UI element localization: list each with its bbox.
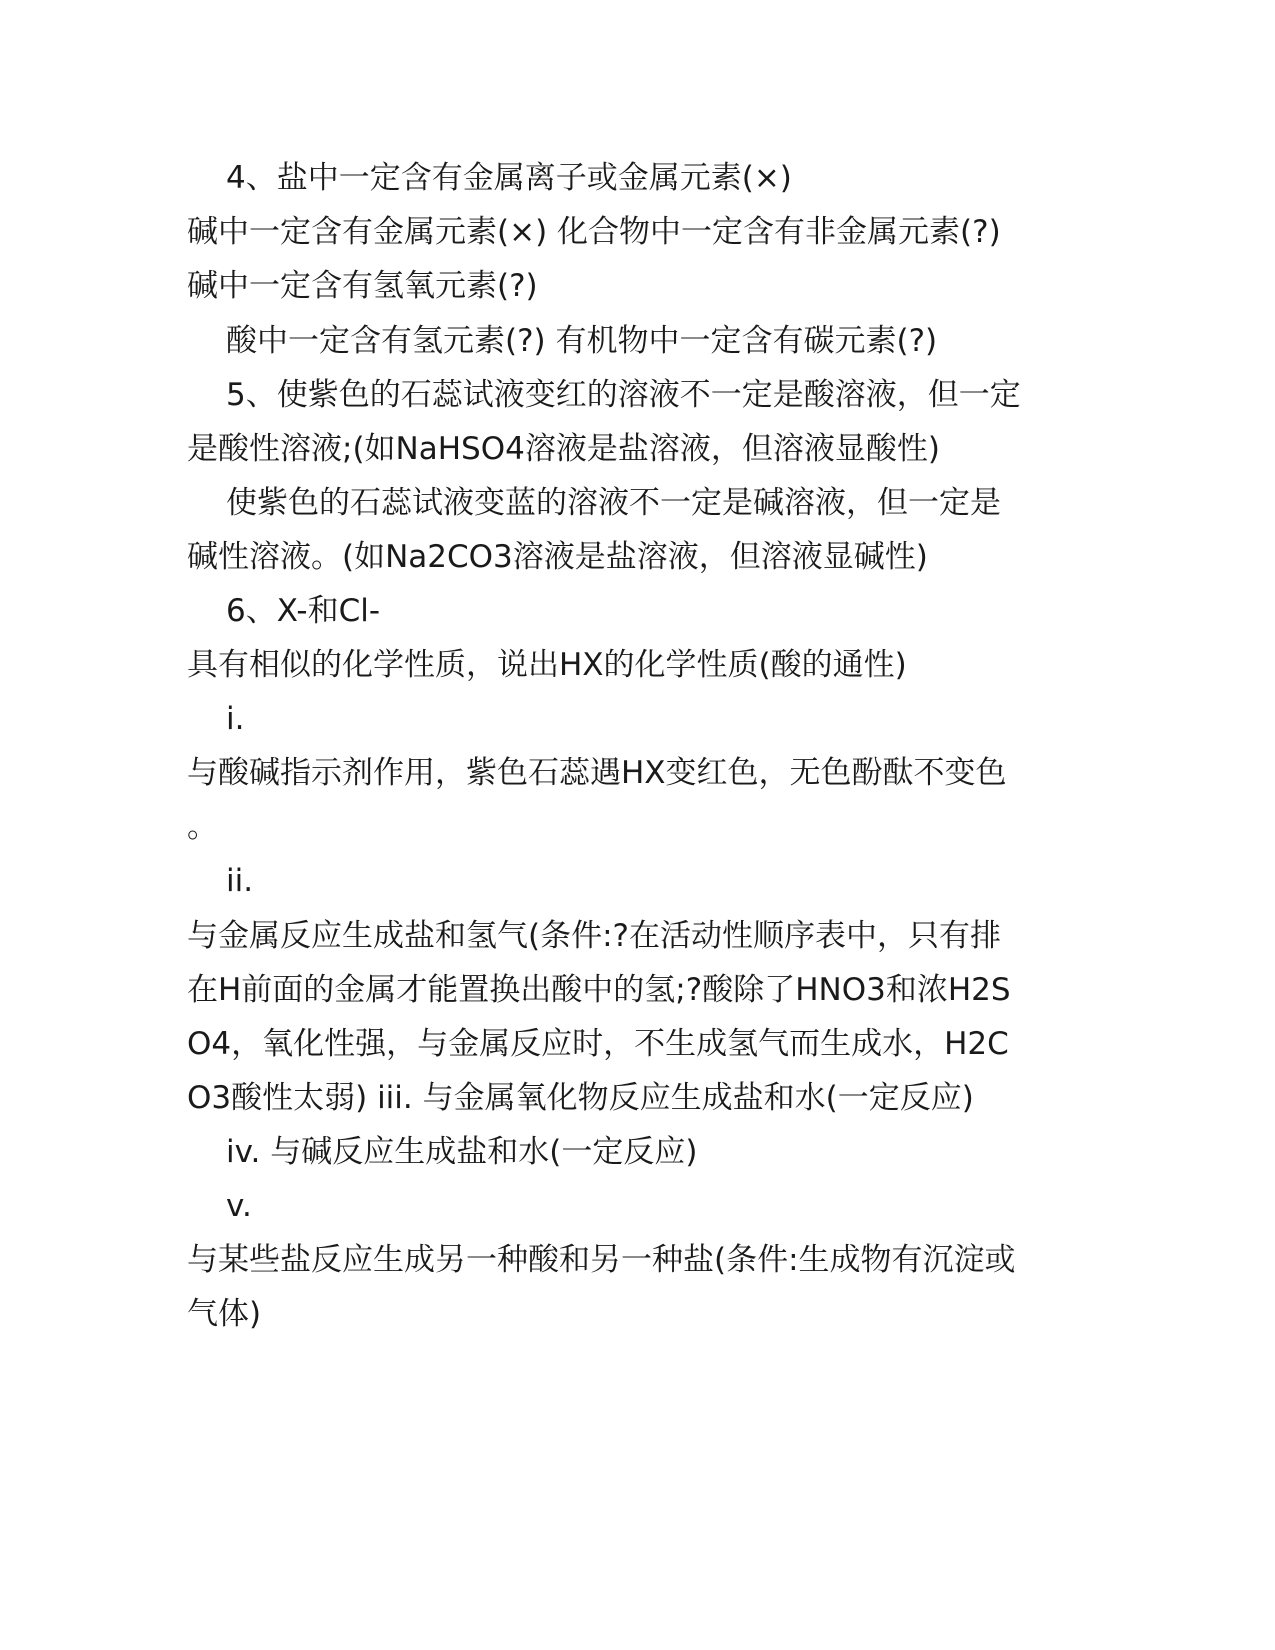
text-line: 与金属反应生成盐和氢气(条件:?在活动性顺序表中，只有排 xyxy=(187,918,1001,954)
text-line: 5、使紫色的石蕊试液变红的溶液不一定是酸溶液，但一定 xyxy=(226,377,1021,413)
text-line: 碱中一定含有金属元素(×) 化合物中一定含有非金属元素(?) xyxy=(187,214,1001,250)
text-line: 6、X-和Cl- xyxy=(226,593,381,629)
text-line: 酸中一定含有氢元素(?) 有机物中一定含有碳元素(?) xyxy=(226,323,938,359)
text-line: 气体) xyxy=(187,1296,262,1332)
text-line: 4、盐中一定含有金属离子或金属元素(×) xyxy=(226,160,792,196)
text-line: 与酸碱指示剂作用，紫色石蕊遇HX变红色，无色酚酞不变色 xyxy=(187,755,1007,791)
text-line: 与某些盐反应生成另一种酸和另一种盐(条件:生成物有沉淀或 xyxy=(187,1242,1016,1278)
text-line: iv. 与碱反应生成盐和水(一定反应) xyxy=(226,1134,698,1170)
text-line: 。 xyxy=(187,809,218,845)
text-line: 在H前面的金属才能置换出酸中的氢;?酸除了HNO3和浓H2S xyxy=(187,972,1011,1008)
text-line: i. xyxy=(226,701,245,737)
text-line: 具有相似的化学性质，说出HX的化学性质(酸的通性) xyxy=(187,647,907,683)
text-line: 碱中一定含有氢氧元素(?) xyxy=(187,268,538,304)
text-line: v. xyxy=(226,1188,252,1224)
text-line: ii. xyxy=(226,863,254,899)
text-line: O4，氧化性强，与金属反应时，不生成氢气而生成水，H2C xyxy=(187,1026,1009,1062)
text-line: 碱性溶液。(如Na2CO3溶液是盐溶液，但溶液显碱性) xyxy=(187,539,928,575)
text-line: 是酸性溶液;(如NaHSO4溶液是盐溶液，但溶液显酸性) xyxy=(187,431,940,467)
text-line: O3酸性太弱) iii. 与金属氧化物反应生成盐和水(一定反应) xyxy=(187,1080,974,1116)
text-line: 使紫色的石蕊试液变蓝的溶液不一定是碱溶液，但一定是 xyxy=(226,485,1001,521)
